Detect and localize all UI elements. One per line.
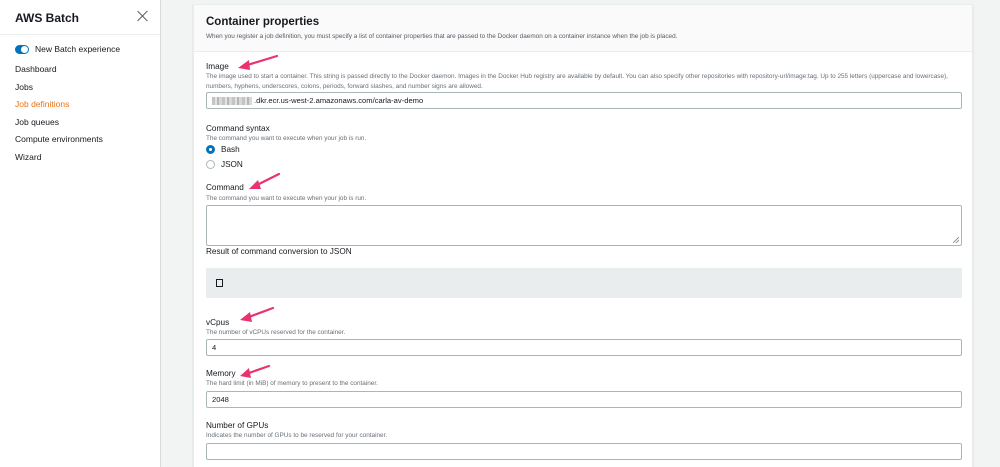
gpus-label: Number of GPUs [206,421,269,430]
sidebar-item-dashboard[interactable]: Dashboard [15,64,57,74]
image-value: .dkr.ecr.us-west-2.amazonaws.com/carla-av-demo [254,96,424,105]
radio-label-json: JSON [221,160,243,169]
arrow-annotation-command [249,174,279,189]
memory-hint: The hard limit (in MiB) of memory to present to the container. [206,380,378,387]
sidebar-item-job-definitions[interactable]: Job definitions [15,99,70,109]
sidebar-item-jobs[interactable]: Jobs [15,81,33,92]
memory-value: 2048 [212,395,229,404]
gpus-hint: Indicates the number of GPUs to be reserved for your container. [206,432,388,439]
command-syntax-hint: The command you want to execute when your job is run. [206,135,367,142]
sidebar-title: AWS Batch [15,11,80,25]
memory-label: Memory [206,369,236,378]
command-label: Command [206,183,244,192]
image-label: Image [206,62,229,71]
toggle-label: New Batch experience [35,44,121,54]
vcpus-hint: The number of vCPUs reserved for the container. [206,329,346,336]
arrow-annotation-vcpus [240,308,273,322]
sidebar-item-job-queues[interactable]: Job queues [15,116,59,127]
vcpus-value: 4 [212,343,217,352]
sidebar-item-wizard[interactable]: Wizard [15,151,42,162]
sidebar-item-compute-environments[interactable]: Compute environments [15,134,103,144]
vcpus-label: vCpus [206,318,230,327]
image-hint: The image used to start a container. This string is passed directly to the Docker daemon. Images in the Docker Hub registry are available by default. You can also specify other repositories with repository-url/image:tag. Up to 255 letters (uppercase and lowercase), numbers, hyphens, underscores, colons, periods, forward slashes, and number signs are allowed. [206,73,948,90]
panel-description: When you register a job definition, you must specify a list of container properties that are passed to the Docker daemon on a container instance when the job is placed. [206,33,678,40]
arrow-annotation-image [238,56,277,70]
radio-label-bash: Bash [221,145,240,154]
command-hint: The command you want to execute when your job is run. [206,195,367,202]
json-result-label: Result of command conversion to JSON [206,247,352,256]
command-syntax-label: Command syntax [206,124,270,133]
arrow-annotation-memory [240,366,269,378]
panel-title: Container properties [206,16,320,28]
